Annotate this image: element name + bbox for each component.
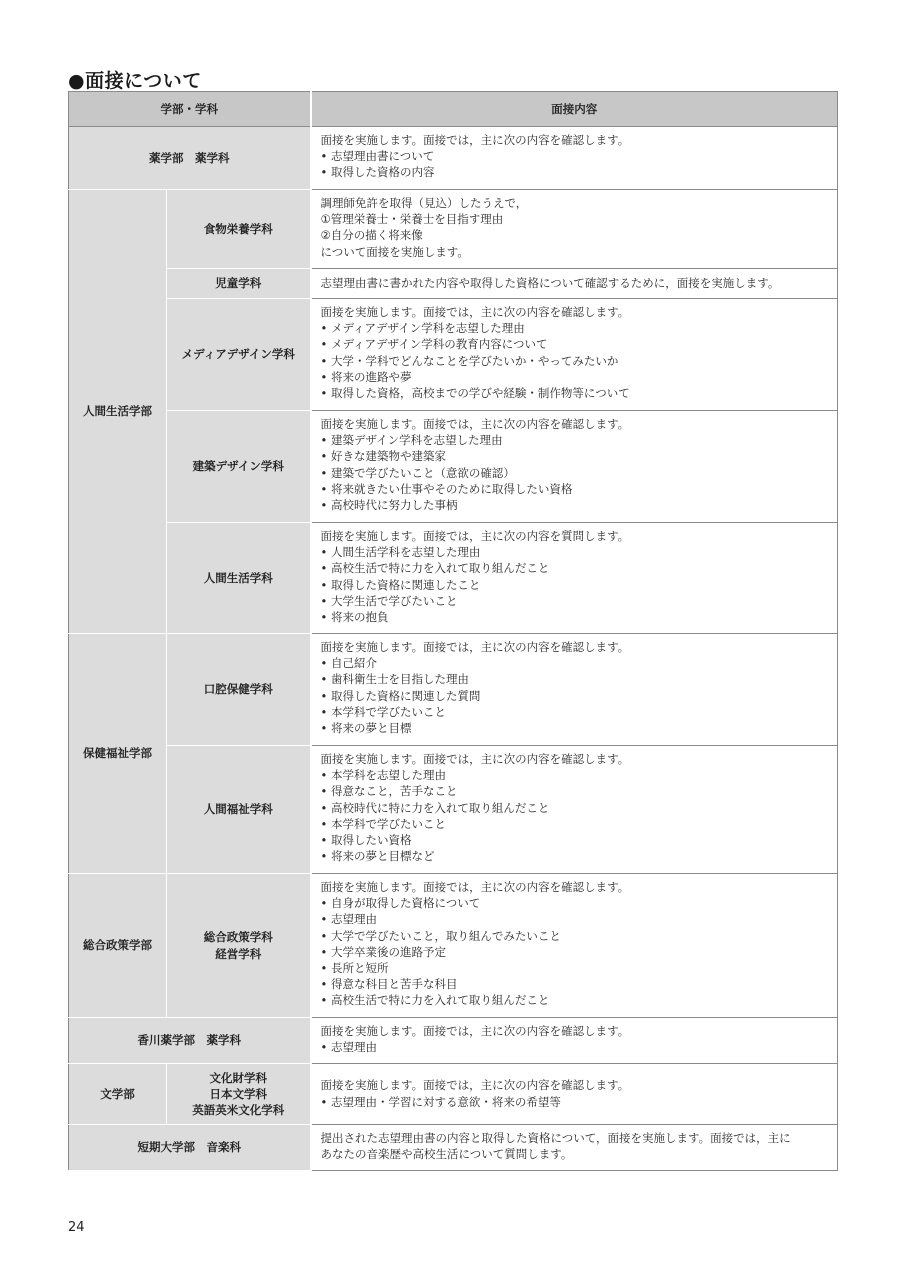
dept-shokumotsu: 食物栄養学科 <box>167 190 311 269</box>
table-row <box>69 746 838 874</box>
table-row <box>69 269 838 299</box>
content-line: • 志望理由・学習に対する意欲・将来の希望等 <box>320 1094 561 1109</box>
content-line: • 志望理由書について <box>320 149 435 164</box>
content-tanki <box>311 1125 838 1171</box>
content-line: • 建築で学びたいこと（意欲の確認） <box>320 465 515 480</box>
content-line: • メディアデザイン学科を志望した理由 <box>320 321 525 336</box>
interview-table <box>68 91 838 1171</box>
content-kagawa <box>311 1018 838 1064</box>
content-line: 提出された志望理由書の内容と取得した資格について，面接を実施します。面接では，主に <box>320 1131 791 1145</box>
table-row <box>69 190 838 269</box>
table-row <box>69 299 838 411</box>
content-line: • 高校時代に努力した事柄 <box>320 498 458 513</box>
content-line: • 将来の進路や夢 <box>320 369 412 384</box>
content-line: ①管理栄養士・栄養士を目指す理由 <box>320 212 504 227</box>
content-line: 面接を実施します。面接では，主に次の内容を質問します。 <box>320 529 630 543</box>
content-line: 面接を実施します。面接では，主に次の内容を確認します。 <box>320 1078 630 1093</box>
content-line: 面接を実施します。面接では，主に次の内容を確認します。 <box>320 1024 630 1038</box>
dept-koukuu: 口腔保健学科 <box>167 634 311 746</box>
content-line: • 本学科を志望した理由 <box>320 768 446 783</box>
content-sougou <box>311 874 838 1018</box>
content-line: • 取得したい資格 <box>320 833 412 848</box>
dept-ningen: 人間生活学科 <box>167 523 311 634</box>
content-line: 面接を実施します。面接では，主に次の内容を確認します。 <box>320 417 630 431</box>
content-line: • 本学科で学びたいこと <box>320 704 446 719</box>
content-shokumotsu <box>311 190 838 269</box>
header-content: 面接内容 <box>311 92 838 127</box>
table-header-row <box>69 92 838 127</box>
content-line: • 建築デザイン学科を志望した理由 <box>320 433 503 448</box>
content-line: • 大学卒業後の進路予定 <box>320 944 446 959</box>
content-bungaku <box>311 1064 838 1125</box>
dept-bungaku <box>167 1064 311 1125</box>
content-line: • 将来就きたい仕事やそのために取得したい資格 <box>320 481 573 496</box>
dept-jidou: 児童学科 <box>167 269 311 299</box>
table-row <box>69 127 838 190</box>
content-line: • メディアデザイン学科の教育内容について <box>320 337 548 352</box>
content-yakugaku <box>311 127 838 190</box>
table-row <box>69 411 838 523</box>
dept-line: 経営学科 <box>215 946 262 961</box>
content-line: 面接を実施します。面接では，主に次の内容を確認します。 <box>320 305 630 319</box>
table-row <box>69 1125 838 1171</box>
header-dept: 学部・学科 <box>69 92 311 127</box>
content-line: 志望理由書に書かれた内容や取得した資格について確認するために，面接を実施します。 <box>320 276 780 291</box>
dept-line: 文化財学科 <box>209 1070 267 1085</box>
content-line: 面接を実施します。面接では，主に次の内容を確認します。 <box>320 640 630 654</box>
content-line: • 将来の夢と目標 <box>320 721 412 736</box>
content-line: • 将来の夢と目標など <box>320 849 435 864</box>
dept-kenchiku: 建築デザイン学科 <box>167 411 311 523</box>
content-koukuu <box>311 634 838 746</box>
content-line: • 好きな建築物や建築家 <box>320 449 446 464</box>
content-line: • 高校生活で特に力を入れて取り組んだこと <box>320 561 550 576</box>
content-line: について面接を実施します。 <box>320 244 469 259</box>
faculty-ningen: 人間生活学部 <box>69 190 167 634</box>
table-row <box>69 1064 838 1125</box>
content-line: • 自己紹介 <box>320 656 377 671</box>
row-label-kagawa: 香川薬学部 薬学科 <box>69 1018 311 1064</box>
content-line: • 取得した資格に関連したこと <box>320 577 481 592</box>
faculty-hoken: 保健福祉学部 <box>69 634 167 874</box>
dept-media: メディアデザイン学科 <box>167 299 311 411</box>
content-line: • 歯科衛生士を目指した理由 <box>320 672 469 687</box>
row-label-tanki: 短期大学部 音楽科 <box>69 1125 311 1171</box>
content-line: • 得意なこと，苦手なこと <box>320 784 458 799</box>
table-row <box>69 634 838 746</box>
content-kenchiku <box>311 411 838 523</box>
table-row <box>69 1018 838 1064</box>
content-line: • 大学生活で学びたいこと <box>320 593 458 608</box>
content-ningenfukushi <box>311 746 838 874</box>
content-line: ②自分の描く将来像 <box>320 228 423 243</box>
content-line: • 大学・学科でどんなことを学びたいか・やってみたいか <box>320 353 619 368</box>
content-line: • 取得した資格，高校までの学びや経験・制作物等について <box>320 386 630 401</box>
content-line: • 長所と短所 <box>320 961 389 976</box>
content-line: • 将来の抱負 <box>320 610 389 625</box>
content-line: • 取得した資格に関連した質問 <box>320 688 481 703</box>
content-line: あなたの音楽歴や高校生活について質問します。 <box>320 1147 573 1162</box>
content-line: 調理師免許を取得（見込）したうえで， <box>320 196 528 210</box>
dept-line: 総合政策学科 <box>203 930 273 945</box>
dept-sougou <box>167 874 311 1018</box>
content-media <box>311 299 838 411</box>
faculty-sougou: 総合政策学部 <box>69 874 167 1018</box>
content-line: • 本学科で学びたいこと <box>320 816 446 831</box>
faculty-bungaku: 文学部 <box>69 1064 167 1125</box>
content-line: 面接を実施します。面接では，主に次の内容を確認します。 <box>320 752 630 766</box>
page-title: ●面接について <box>68 70 202 92</box>
content-line: • 高校生活で特に力を入れて取り組んだこと <box>320 993 550 1008</box>
content-line: • 取得した資格の内容 <box>320 165 435 180</box>
content-line: • 得意な科目と苦手な科目 <box>320 977 458 992</box>
table-row <box>69 523 838 634</box>
content-line: • 大学で学びたいこと，取り組んでみたいこと <box>320 928 561 943</box>
content-ningen <box>311 523 838 634</box>
content-line: 面接を実施します。面接では，主に次の内容を確認します。 <box>320 133 630 147</box>
content-line: • 高校時代に特に力を入れて取り組んだこと <box>320 800 550 815</box>
dept-line: 日本文学科 <box>209 1086 267 1101</box>
table-row <box>69 874 838 1018</box>
content-line: • 志望理由 <box>320 912 377 927</box>
content-line: • 志望理由 <box>320 1040 377 1055</box>
content-line: • 自身が取得した資格について <box>320 896 481 911</box>
dept-line: 英語英米文化学科 <box>192 1103 285 1118</box>
dept-ningenfukushi: 人間福祉学科 <box>167 746 311 874</box>
row-label-yakugaku: 薬学部 薬学科 <box>69 127 311 190</box>
content-line: • 人間生活学科を志望した理由 <box>320 545 481 560</box>
content-line: 面接を実施します。面接では，主に次の内容を確認します。 <box>320 880 630 894</box>
page-number: 24 <box>68 1220 85 1235</box>
content-jidou <box>311 269 838 299</box>
